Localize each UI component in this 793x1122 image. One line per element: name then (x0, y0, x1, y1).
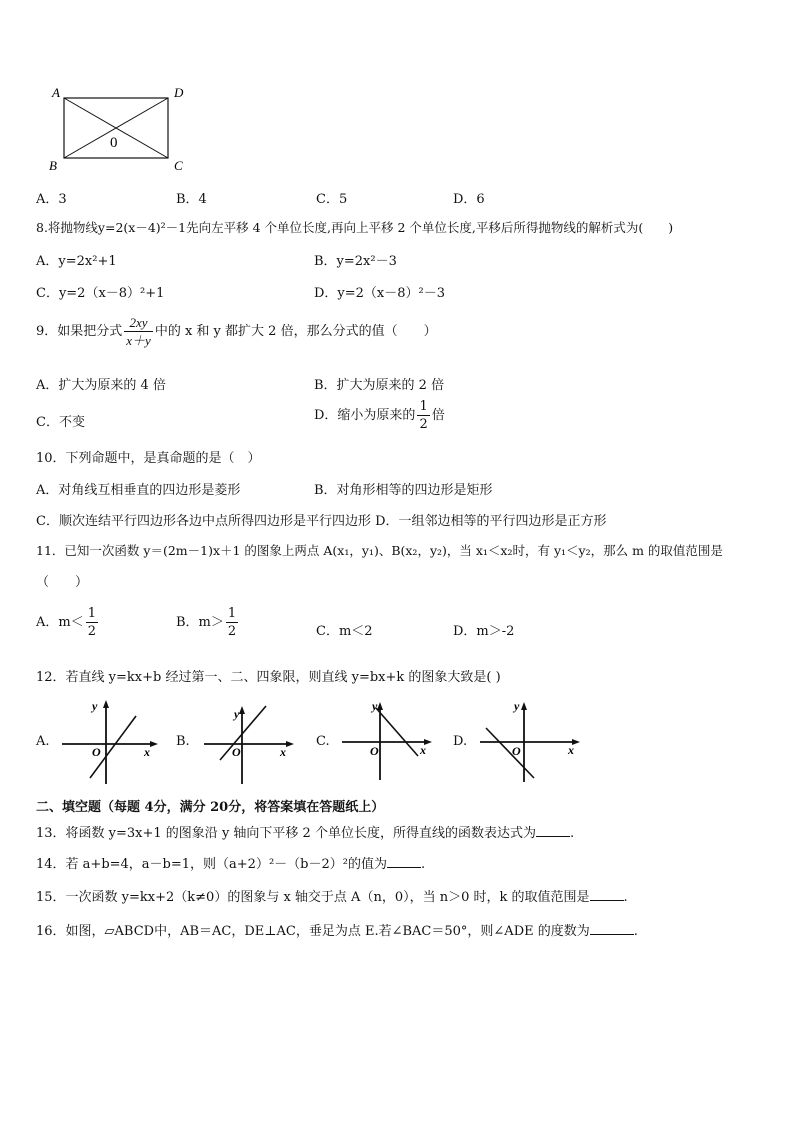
label-d: D (174, 85, 184, 100)
q15-line (36, 886, 628, 905)
q7-option-b: B．4 (176, 192, 207, 207)
q12-label-a: A. (36, 734, 50, 749)
q12-graph-d (478, 694, 586, 786)
q12-d-y-label: y (514, 699, 520, 713)
q7-option-c: C．5 (316, 192, 348, 207)
label-b: B (49, 158, 57, 173)
q9-d-den: 2 (419, 417, 428, 432)
q12-c-origin: O (370, 744, 379, 758)
q15-answer-blank[interactable] (590, 888, 624, 901)
q9-stem (36, 316, 437, 347)
q11-b-pre: B．m＞ (176, 615, 224, 630)
q12-label-b: B. (176, 734, 190, 749)
q8-option-c: C．y=2（x－8）²+1 (36, 286, 165, 301)
q12-a-origin: O (92, 745, 101, 759)
q9-option-d (314, 400, 445, 431)
q10-option-b: B．对角形相等的四边形是矩形 (314, 483, 493, 498)
q11-b-den: 2 (227, 624, 237, 639)
q12-label-d: D. (453, 734, 468, 749)
section-fill-in-title: 二、填空题（每题 4分，满分 20分，将答案填在答题纸上） (36, 800, 385, 815)
q7-option-a: A．3 (36, 192, 67, 207)
q11-b-fraction (226, 607, 238, 638)
q12-label-c: C. (316, 734, 330, 749)
q8-option-a: A．y=2x²+1 (36, 254, 117, 269)
q9-option-d-pre: D．缩小为原来的 (314, 408, 416, 423)
q10-stem: 10．下列命题中，是真命题的是（ ） (36, 451, 261, 466)
label-c: C (174, 158, 183, 173)
q16-answer-blank[interactable] (590, 922, 634, 935)
q11-stem: 11．已知一次函数 y＝(2m－1)x＋1 的图象上两点 A(x₁，y₁)、B(x₂，y₂)，当 x₁＜x₂时，有 y₁＜y₂，那么 m 的取值范围是 (36, 543, 723, 558)
q11-a-fraction (86, 607, 98, 638)
q9-fraction-den: x＋y (126, 333, 151, 348)
q9-option-d-fraction (417, 400, 429, 431)
q13-line (36, 822, 574, 841)
q8-option-b: B．y=2x²－3 (314, 254, 397, 269)
q15-text: 15．一次函数 y=kx+2（k≠0）的图象与 x 轴交于点 A（n，0），当 n＞0 时，k 的取值范围是 (36, 890, 590, 905)
q9-d-num: 1 (419, 399, 428, 414)
q12-d-origin: O (512, 744, 521, 758)
q9-option-a: A．扩大为原来的 4 倍 (36, 378, 166, 393)
q15-period: . (623, 890, 628, 905)
q12-a-x-label: x (144, 745, 150, 759)
q11-option-a (36, 607, 100, 638)
q14-answer-blank[interactable] (387, 855, 421, 868)
q12-graph-b (202, 698, 302, 788)
q12-b-y-label: y (234, 707, 240, 721)
q12-c-y-label: y (372, 699, 378, 713)
q7-option-d: D．6 (453, 192, 485, 207)
q12-b-x-label: x (280, 745, 286, 759)
q8-stem: 8.将抛物线y=2(x－4)²－1先向左平移 4 个单位长度,再向上平移 2 个单位长度,平移后所得抛物线的解析式为( ) (36, 220, 674, 235)
q12-c-x-label: x (420, 743, 426, 757)
q12-d-x-label: x (568, 743, 574, 757)
q14-text: 14．若 a+b=4，a－b=1，则（a+2）²－（b－2）²的值为 (36, 857, 387, 872)
q9-option-c: C．不变 (36, 415, 85, 430)
q12-stem: 12．若直线 y=kx+b 经过第一、二、四象限，则直线 y=bx+k 的图象大致是( ) (36, 670, 501, 685)
q12-b-origin: O (232, 745, 241, 759)
q8-option-d: D．y=2（x－8）²－3 (314, 286, 446, 301)
q11-stem2: （ ） (36, 575, 89, 590)
q10-option-cd: C．顺次连结平行四边形各边中点所得四边形是平行四边形 D．一组邻边相等的平行四边形是正方形 (36, 514, 607, 529)
q11-a-num: 1 (87, 606, 96, 621)
q16-line (36, 920, 638, 939)
q12-graph-a (60, 698, 160, 788)
q14-line (36, 853, 425, 872)
q10-option-a: A．对角线互相垂直的四边形是菱形 (36, 483, 241, 498)
q11-a-pre: A．m＜ (36, 615, 84, 630)
q11-option-c: C．m＜2 (316, 624, 373, 639)
q9-fraction-num: 2xy (124, 316, 153, 332)
rectangle-figure (44, 84, 194, 176)
q9-option-b: B．扩大为原来的 2 倍 (314, 378, 445, 393)
label-o: 0 (110, 135, 118, 151)
q13-answer-blank[interactable] (536, 824, 570, 837)
q16-text: 16．如图，▱ABCD中，AB＝AC，DE⊥AC，垂足为点 E.若∠BAC＝50°，则∠ADE 的度数为 (36, 924, 590, 939)
q14-period: . (420, 857, 426, 872)
q13-text: 13．将函数 y=3x+1 的图象沿 y 轴向下平移 2 个单位长度，所得直线的函数表达式为 (36, 826, 536, 841)
q11-b-num: 1 (227, 606, 237, 621)
q9-option-d-post: 倍 (431, 408, 445, 423)
q12-a-y-label: y (92, 699, 98, 713)
q11-option-b (176, 607, 240, 638)
q11-option-d: D．m＞-2 (453, 624, 515, 639)
q13-period: . (569, 826, 575, 841)
q9-fraction (124, 316, 153, 347)
q9-stem-post: 中的 x 和 y 都扩大 2 倍，那么分式的值（ ） (154, 324, 437, 339)
q9-stem-pre: 9．如果把分式 (36, 324, 123, 339)
q16-period: . (633, 924, 638, 939)
label-a: A (52, 85, 60, 100)
q11-a-den: 2 (87, 624, 96, 639)
q12-graph-c (340, 694, 440, 784)
